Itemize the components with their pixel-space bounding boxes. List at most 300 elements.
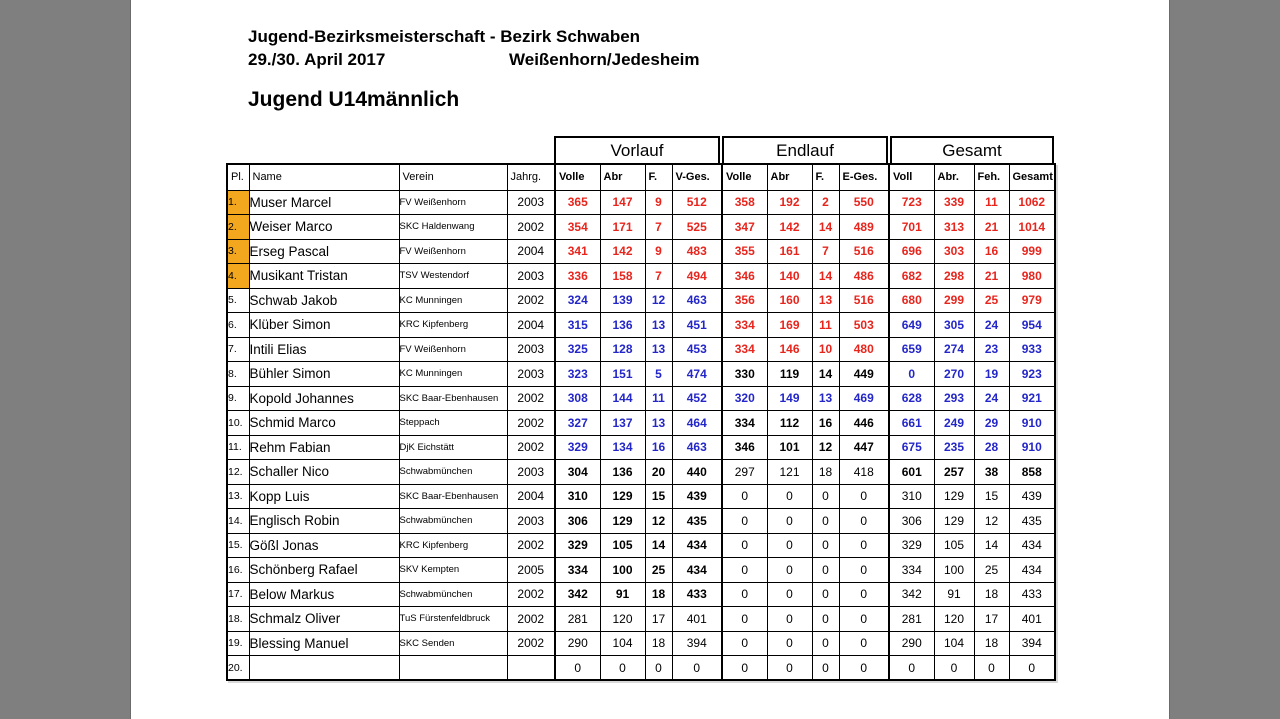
vorlauf-value-cell: 151 bbox=[600, 362, 645, 387]
vorlauf-value-cell: 329 bbox=[555, 435, 600, 460]
gesamt-value-cell: 682 bbox=[889, 264, 934, 289]
gesamt-value-cell: 0 bbox=[889, 656, 934, 681]
vorlauf-value-cell: 128 bbox=[600, 337, 645, 362]
name-cell: Below Markus bbox=[249, 582, 399, 607]
vorlauf-value-cell: 20 bbox=[645, 460, 672, 485]
competition-date: 29./30. April 2017 bbox=[248, 50, 386, 69]
endlauf-value-cell: 503 bbox=[839, 313, 889, 338]
year-cell: 2003 bbox=[507, 509, 555, 534]
name-cell: Schmalz Oliver bbox=[249, 607, 399, 632]
endlauf-value-cell: 0 bbox=[812, 607, 839, 632]
rank-cell: 16. bbox=[227, 558, 249, 583]
gesamt-value-cell: 1014 bbox=[1009, 215, 1055, 240]
gesamt-value-cell: 661 bbox=[889, 411, 934, 436]
rank-cell: 15. bbox=[227, 533, 249, 558]
table-row bbox=[227, 460, 1055, 485]
name-cell: Englisch Robin bbox=[249, 509, 399, 534]
endlauf-value-cell: 0 bbox=[767, 484, 812, 509]
vorlauf-value-cell: 9 bbox=[645, 239, 672, 264]
vorlauf-value-cell: 171 bbox=[600, 215, 645, 240]
vorlauf-value-cell: 13 bbox=[645, 337, 672, 362]
vorlauf-value-cell: 136 bbox=[600, 460, 645, 485]
gesamt-value-cell: 306 bbox=[889, 509, 934, 534]
column-header: Verein bbox=[399, 164, 507, 190]
club-cell: KRC Kipfenberg bbox=[399, 533, 507, 558]
endlauf-value-cell: 18 bbox=[812, 460, 839, 485]
gesamt-value-cell: 24 bbox=[974, 386, 1009, 411]
gesamt-value-cell: 298 bbox=[934, 264, 974, 289]
gesamt-value-cell: 0 bbox=[974, 656, 1009, 681]
endlauf-value-cell: 2 bbox=[812, 190, 839, 215]
results-table-container bbox=[226, 136, 1056, 681]
vorlauf-value-cell: 18 bbox=[645, 631, 672, 656]
club-cell: SKC Haldenwang bbox=[399, 215, 507, 240]
vorlauf-value-cell: 342 bbox=[555, 582, 600, 607]
name-cell: Musikant Tristan bbox=[249, 264, 399, 289]
vorlauf-value-cell: 104 bbox=[600, 631, 645, 656]
rank-cell: 20. bbox=[227, 656, 249, 681]
endlauf-value-cell: 14 bbox=[812, 362, 839, 387]
vorlauf-value-cell: 129 bbox=[600, 484, 645, 509]
endlauf-value-cell: 112 bbox=[767, 411, 812, 436]
column-header: Abr bbox=[767, 164, 812, 190]
club-cell: KC Munningen bbox=[399, 362, 507, 387]
club-cell: SKV Kempten bbox=[399, 558, 507, 583]
endlauf-value-cell: 480 bbox=[839, 337, 889, 362]
gesamt-value-cell: 0 bbox=[1009, 656, 1055, 681]
name-cell: Intili Elias bbox=[249, 337, 399, 362]
competition-location: Weißenhorn/Jedesheim bbox=[509, 50, 700, 69]
vorlauf-value-cell: 435 bbox=[672, 509, 722, 534]
endlauf-value-cell: 12 bbox=[812, 435, 839, 460]
gesamt-value-cell: 274 bbox=[934, 337, 974, 362]
gesamt-value-cell: 16 bbox=[974, 239, 1009, 264]
endlauf-value-cell: 11 bbox=[812, 313, 839, 338]
gesamt-value-cell: 0 bbox=[934, 656, 974, 681]
club-cell: SKC Baar-Ebenhausen bbox=[399, 386, 507, 411]
gesamt-value-cell: 401 bbox=[1009, 607, 1055, 632]
gesamt-value-cell: 24 bbox=[974, 313, 1009, 338]
column-header: F. bbox=[812, 164, 839, 190]
vorlauf-value-cell: 91 bbox=[600, 582, 645, 607]
endlauf-value-cell: 469 bbox=[839, 386, 889, 411]
gesamt-value-cell: 15 bbox=[974, 484, 1009, 509]
gesamt-value-cell: 439 bbox=[1009, 484, 1055, 509]
table-row bbox=[227, 558, 1055, 583]
vorlauf-value-cell: 137 bbox=[600, 411, 645, 436]
table-row bbox=[227, 484, 1055, 509]
endlauf-value-cell: 192 bbox=[767, 190, 812, 215]
gesamt-value-cell: 129 bbox=[934, 509, 974, 534]
vorlauf-value-cell: 401 bbox=[672, 607, 722, 632]
vorlauf-value-cell: 281 bbox=[555, 607, 600, 632]
endlauf-value-cell: 16 bbox=[812, 411, 839, 436]
table-row bbox=[227, 607, 1055, 632]
group-header-gesamt: Gesamt bbox=[890, 136, 1054, 165]
club-cell bbox=[399, 656, 507, 681]
table-row bbox=[227, 533, 1055, 558]
endlauf-value-cell: 447 bbox=[839, 435, 889, 460]
name-cell: Schmid Marco bbox=[249, 411, 399, 436]
year-cell: 2002 bbox=[507, 582, 555, 607]
vorlauf-value-cell: 394 bbox=[672, 631, 722, 656]
gesamt-value-cell: 290 bbox=[889, 631, 934, 656]
name-cell: Blessing Manuel bbox=[249, 631, 399, 656]
endlauf-value-cell: 13 bbox=[812, 386, 839, 411]
name-cell: Kopold Johannes bbox=[249, 386, 399, 411]
vorlauf-value-cell: 13 bbox=[645, 411, 672, 436]
vorlauf-value-cell: 323 bbox=[555, 362, 600, 387]
endlauf-value-cell: 121 bbox=[767, 460, 812, 485]
document-page bbox=[130, 0, 1170, 719]
vorlauf-value-cell: 0 bbox=[555, 656, 600, 681]
endlauf-value-cell: 516 bbox=[839, 288, 889, 313]
year-cell: 2003 bbox=[507, 264, 555, 289]
year-cell bbox=[507, 656, 555, 681]
club-cell: Schwabmünchen bbox=[399, 582, 507, 607]
endlauf-value-cell: 550 bbox=[839, 190, 889, 215]
gesamt-value-cell: 601 bbox=[889, 460, 934, 485]
club-cell: SKC Baar-Ebenhausen bbox=[399, 484, 507, 509]
year-cell: 2003 bbox=[507, 337, 555, 362]
vorlauf-value-cell: 494 bbox=[672, 264, 722, 289]
year-cell: 2005 bbox=[507, 558, 555, 583]
rank-cell: 5. bbox=[227, 288, 249, 313]
table-row bbox=[227, 264, 1055, 289]
column-header: Gesamt bbox=[1009, 164, 1055, 190]
endlauf-value-cell: 0 bbox=[722, 631, 767, 656]
endlauf-value-cell: 0 bbox=[839, 656, 889, 681]
gesamt-value-cell: 28 bbox=[974, 435, 1009, 460]
name-cell: Schaller Nico bbox=[249, 460, 399, 485]
gesamt-value-cell: 21 bbox=[974, 264, 1009, 289]
gesamt-value-cell: 649 bbox=[889, 313, 934, 338]
gesamt-value-cell: 1062 bbox=[1009, 190, 1055, 215]
gesamt-value-cell: 979 bbox=[1009, 288, 1055, 313]
column-header: Feh. bbox=[974, 164, 1009, 190]
vorlauf-value-cell: 310 bbox=[555, 484, 600, 509]
column-header: Jahrg. bbox=[507, 164, 555, 190]
endlauf-value-cell: 160 bbox=[767, 288, 812, 313]
vorlauf-value-cell: 306 bbox=[555, 509, 600, 534]
vorlauf-value-cell: 18 bbox=[645, 582, 672, 607]
endlauf-value-cell: 0 bbox=[812, 509, 839, 534]
gesamt-value-cell: 249 bbox=[934, 411, 974, 436]
gesamt-value-cell: 25 bbox=[974, 288, 1009, 313]
year-cell: 2003 bbox=[507, 362, 555, 387]
endlauf-value-cell: 0 bbox=[839, 484, 889, 509]
vorlauf-value-cell: 324 bbox=[555, 288, 600, 313]
vorlauf-value-cell: 474 bbox=[672, 362, 722, 387]
endlauf-value-cell: 418 bbox=[839, 460, 889, 485]
vorlauf-value-cell: 464 bbox=[672, 411, 722, 436]
endlauf-value-cell: 0 bbox=[839, 631, 889, 656]
gesamt-value-cell: 434 bbox=[1009, 533, 1055, 558]
column-header-row bbox=[227, 164, 1055, 190]
name-cell: Erseg Pascal bbox=[249, 239, 399, 264]
vorlauf-value-cell: 434 bbox=[672, 533, 722, 558]
gesamt-value-cell: 18 bbox=[974, 582, 1009, 607]
gesamt-value-cell: 0 bbox=[889, 362, 934, 387]
rank-cell: 18. bbox=[227, 607, 249, 632]
gesamt-value-cell: 910 bbox=[1009, 435, 1055, 460]
vorlauf-value-cell: 15 bbox=[645, 484, 672, 509]
endlauf-value-cell: 0 bbox=[839, 582, 889, 607]
group-header-vorlauf: Vorlauf bbox=[554, 136, 720, 165]
vorlauf-value-cell: 7 bbox=[645, 215, 672, 240]
vorlauf-value-cell: 440 bbox=[672, 460, 722, 485]
rank-cell: 9. bbox=[227, 386, 249, 411]
gesamt-value-cell: 91 bbox=[934, 582, 974, 607]
rank-cell: 10. bbox=[227, 411, 249, 436]
endlauf-value-cell: 0 bbox=[812, 533, 839, 558]
year-cell: 2002 bbox=[507, 533, 555, 558]
endlauf-value-cell: 358 bbox=[722, 190, 767, 215]
table-row bbox=[227, 362, 1055, 387]
vorlauf-value-cell: 142 bbox=[600, 239, 645, 264]
rank-cell: 17. bbox=[227, 582, 249, 607]
gesamt-value-cell: 270 bbox=[934, 362, 974, 387]
endlauf-value-cell: 7 bbox=[812, 239, 839, 264]
endlauf-value-cell: 0 bbox=[767, 631, 812, 656]
club-cell: TuS Fürstenfeldbruck bbox=[399, 607, 507, 632]
endlauf-value-cell: 0 bbox=[767, 656, 812, 681]
endlauf-value-cell: 356 bbox=[722, 288, 767, 313]
name-cell: Gößl Jonas bbox=[249, 533, 399, 558]
gesamt-value-cell: 19 bbox=[974, 362, 1009, 387]
vorlauf-value-cell: 129 bbox=[600, 509, 645, 534]
gesamt-value-cell: 933 bbox=[1009, 337, 1055, 362]
vorlauf-value-cell: 308 bbox=[555, 386, 600, 411]
table-row bbox=[227, 190, 1055, 215]
vorlauf-value-cell: 0 bbox=[672, 656, 722, 681]
club-cell: KC Munningen bbox=[399, 288, 507, 313]
endlauf-value-cell: 0 bbox=[839, 558, 889, 583]
club-cell: KRC Kipfenberg bbox=[399, 313, 507, 338]
year-cell: 2003 bbox=[507, 190, 555, 215]
endlauf-value-cell: 146 bbox=[767, 337, 812, 362]
endlauf-value-cell: 0 bbox=[722, 509, 767, 534]
club-cell: TSV Westendorf bbox=[399, 264, 507, 289]
gesamt-value-cell: 433 bbox=[1009, 582, 1055, 607]
endlauf-value-cell: 0 bbox=[839, 607, 889, 632]
rank-cell: 14. bbox=[227, 509, 249, 534]
column-header: Pl. bbox=[227, 164, 249, 190]
club-cell: FV Weißenhorn bbox=[399, 337, 507, 362]
gesamt-value-cell: 11 bbox=[974, 190, 1009, 215]
table-row bbox=[227, 411, 1055, 436]
vorlauf-value-cell: 463 bbox=[672, 435, 722, 460]
club-cell: FV Weißenhorn bbox=[399, 239, 507, 264]
vorlauf-value-cell: 14 bbox=[645, 533, 672, 558]
endlauf-value-cell: 0 bbox=[722, 533, 767, 558]
gesamt-value-cell: 435 bbox=[1009, 509, 1055, 534]
endlauf-value-cell: 320 bbox=[722, 386, 767, 411]
vorlauf-value-cell: 17 bbox=[645, 607, 672, 632]
vorlauf-value-cell: 325 bbox=[555, 337, 600, 362]
rank-cell: 3. bbox=[227, 239, 249, 264]
vorlauf-value-cell: 136 bbox=[600, 313, 645, 338]
year-cell: 2002 bbox=[507, 288, 555, 313]
gesamt-value-cell: 921 bbox=[1009, 386, 1055, 411]
rank-cell: 8. bbox=[227, 362, 249, 387]
endlauf-value-cell: 149 bbox=[767, 386, 812, 411]
rank-cell: 12. bbox=[227, 460, 249, 485]
rank-cell: 11. bbox=[227, 435, 249, 460]
table-row bbox=[227, 656, 1055, 681]
endlauf-value-cell: 0 bbox=[722, 582, 767, 607]
gesamt-value-cell: 954 bbox=[1009, 313, 1055, 338]
vorlauf-value-cell: 134 bbox=[600, 435, 645, 460]
endlauf-value-cell: 14 bbox=[812, 264, 839, 289]
column-header: Volle bbox=[722, 164, 767, 190]
gesamt-value-cell: 680 bbox=[889, 288, 934, 313]
group-header-endlauf: Endlauf bbox=[722, 136, 888, 165]
column-header: Voll bbox=[889, 164, 934, 190]
endlauf-value-cell: 0 bbox=[767, 558, 812, 583]
column-header: F. bbox=[645, 164, 672, 190]
vorlauf-value-cell: 327 bbox=[555, 411, 600, 436]
name-cell: Schwab Jakob bbox=[249, 288, 399, 313]
club-cell: SKC Senden bbox=[399, 631, 507, 656]
table-row bbox=[227, 239, 1055, 264]
rank-cell: 19. bbox=[227, 631, 249, 656]
year-cell: 2002 bbox=[507, 215, 555, 240]
vorlauf-value-cell: 25 bbox=[645, 558, 672, 583]
rank-cell: 1. bbox=[227, 190, 249, 215]
vorlauf-value-cell: 336 bbox=[555, 264, 600, 289]
table-row bbox=[227, 337, 1055, 362]
vorlauf-value-cell: 434 bbox=[672, 558, 722, 583]
gesamt-value-cell: 910 bbox=[1009, 411, 1055, 436]
gesamt-value-cell: 628 bbox=[889, 386, 934, 411]
gesamt-value-cell: 104 bbox=[934, 631, 974, 656]
gesamt-value-cell: 257 bbox=[934, 460, 974, 485]
endlauf-value-cell: 0 bbox=[812, 484, 839, 509]
endlauf-value-cell: 161 bbox=[767, 239, 812, 264]
vorlauf-value-cell: 120 bbox=[600, 607, 645, 632]
vorlauf-value-cell: 12 bbox=[645, 509, 672, 534]
club-cell: DjK Eichstätt bbox=[399, 435, 507, 460]
gesamt-value-cell: 305 bbox=[934, 313, 974, 338]
vorlauf-value-cell: 7 bbox=[645, 264, 672, 289]
vorlauf-value-cell: 13 bbox=[645, 313, 672, 338]
gesamt-value-cell: 659 bbox=[889, 337, 934, 362]
gesamt-value-cell: 23 bbox=[974, 337, 1009, 362]
year-cell: 2002 bbox=[507, 607, 555, 632]
gesamt-value-cell: 100 bbox=[934, 558, 974, 583]
name-cell: Schönberg Rafael bbox=[249, 558, 399, 583]
vorlauf-value-cell: 100 bbox=[600, 558, 645, 583]
endlauf-value-cell: 101 bbox=[767, 435, 812, 460]
gesamt-value-cell: 299 bbox=[934, 288, 974, 313]
endlauf-value-cell: 516 bbox=[839, 239, 889, 264]
table-row bbox=[227, 288, 1055, 313]
table-row bbox=[227, 435, 1055, 460]
gesamt-value-cell: 696 bbox=[889, 239, 934, 264]
club-cell: Schwabmünchen bbox=[399, 460, 507, 485]
club-cell: Steppach bbox=[399, 411, 507, 436]
gesamt-value-cell: 105 bbox=[934, 533, 974, 558]
endlauf-value-cell: 0 bbox=[812, 656, 839, 681]
vorlauf-value-cell: 525 bbox=[672, 215, 722, 240]
gesamt-value-cell: 313 bbox=[934, 215, 974, 240]
vorlauf-value-cell: 304 bbox=[555, 460, 600, 485]
vorlauf-value-cell: 453 bbox=[672, 337, 722, 362]
endlauf-value-cell: 119 bbox=[767, 362, 812, 387]
vorlauf-value-cell: 12 bbox=[645, 288, 672, 313]
year-cell: 2003 bbox=[507, 460, 555, 485]
column-header: Abr. bbox=[934, 164, 974, 190]
table-row bbox=[227, 313, 1055, 338]
table-row bbox=[227, 215, 1055, 240]
category-heading: Jugend U14männlich bbox=[248, 88, 460, 111]
endlauf-value-cell: 330 bbox=[722, 362, 767, 387]
gesamt-value-cell: 434 bbox=[1009, 558, 1055, 583]
vorlauf-value-cell: 315 bbox=[555, 313, 600, 338]
vorlauf-value-cell: 11 bbox=[645, 386, 672, 411]
rank-cell: 4. bbox=[227, 264, 249, 289]
endlauf-value-cell: 0 bbox=[767, 509, 812, 534]
gesamt-value-cell: 120 bbox=[934, 607, 974, 632]
endlauf-value-cell: 0 bbox=[812, 558, 839, 583]
name-cell: Muser Marcel bbox=[249, 190, 399, 215]
column-header: Name bbox=[249, 164, 399, 190]
vorlauf-value-cell: 439 bbox=[672, 484, 722, 509]
club-cell: FV Weißenhorn bbox=[399, 190, 507, 215]
vorlauf-value-cell: 354 bbox=[555, 215, 600, 240]
gesamt-value-cell: 235 bbox=[934, 435, 974, 460]
group-header-row bbox=[554, 136, 1054, 165]
vorlauf-value-cell: 483 bbox=[672, 239, 722, 264]
vorlauf-value-cell: 512 bbox=[672, 190, 722, 215]
name-cell: Kopp Luis bbox=[249, 484, 399, 509]
column-header: Volle bbox=[555, 164, 600, 190]
endlauf-value-cell: 346 bbox=[722, 435, 767, 460]
endlauf-value-cell: 0 bbox=[767, 533, 812, 558]
year-cell: 2004 bbox=[507, 239, 555, 264]
endlauf-value-cell: 334 bbox=[722, 337, 767, 362]
gesamt-value-cell: 980 bbox=[1009, 264, 1055, 289]
table-row bbox=[227, 386, 1055, 411]
vorlauf-value-cell: 105 bbox=[600, 533, 645, 558]
endlauf-value-cell: 169 bbox=[767, 313, 812, 338]
vorlauf-value-cell: 433 bbox=[672, 582, 722, 607]
gesamt-value-cell: 999 bbox=[1009, 239, 1055, 264]
vorlauf-value-cell: 139 bbox=[600, 288, 645, 313]
competition-title: Jugend-Bezirksmeisterschaft - Bezirk Schwaben bbox=[248, 27, 641, 46]
gesamt-value-cell: 25 bbox=[974, 558, 1009, 583]
endlauf-value-cell: 142 bbox=[767, 215, 812, 240]
endlauf-value-cell: 140 bbox=[767, 264, 812, 289]
vorlauf-value-cell: 0 bbox=[645, 656, 672, 681]
endlauf-value-cell: 297 bbox=[722, 460, 767, 485]
gesamt-value-cell: 12 bbox=[974, 509, 1009, 534]
endlauf-value-cell: 0 bbox=[767, 607, 812, 632]
table-row bbox=[227, 509, 1055, 534]
column-header: Abr bbox=[600, 164, 645, 190]
endlauf-value-cell: 0 bbox=[812, 631, 839, 656]
name-cell: Klüber Simon bbox=[249, 313, 399, 338]
name-cell: Bühler Simon bbox=[249, 362, 399, 387]
gesamt-value-cell: 21 bbox=[974, 215, 1009, 240]
gesamt-value-cell: 394 bbox=[1009, 631, 1055, 656]
column-header: E-Ges. bbox=[839, 164, 889, 190]
rank-cell: 7. bbox=[227, 337, 249, 362]
gesamt-value-cell: 329 bbox=[889, 533, 934, 558]
name-cell: Rehm Fabian bbox=[249, 435, 399, 460]
endlauf-value-cell: 446 bbox=[839, 411, 889, 436]
